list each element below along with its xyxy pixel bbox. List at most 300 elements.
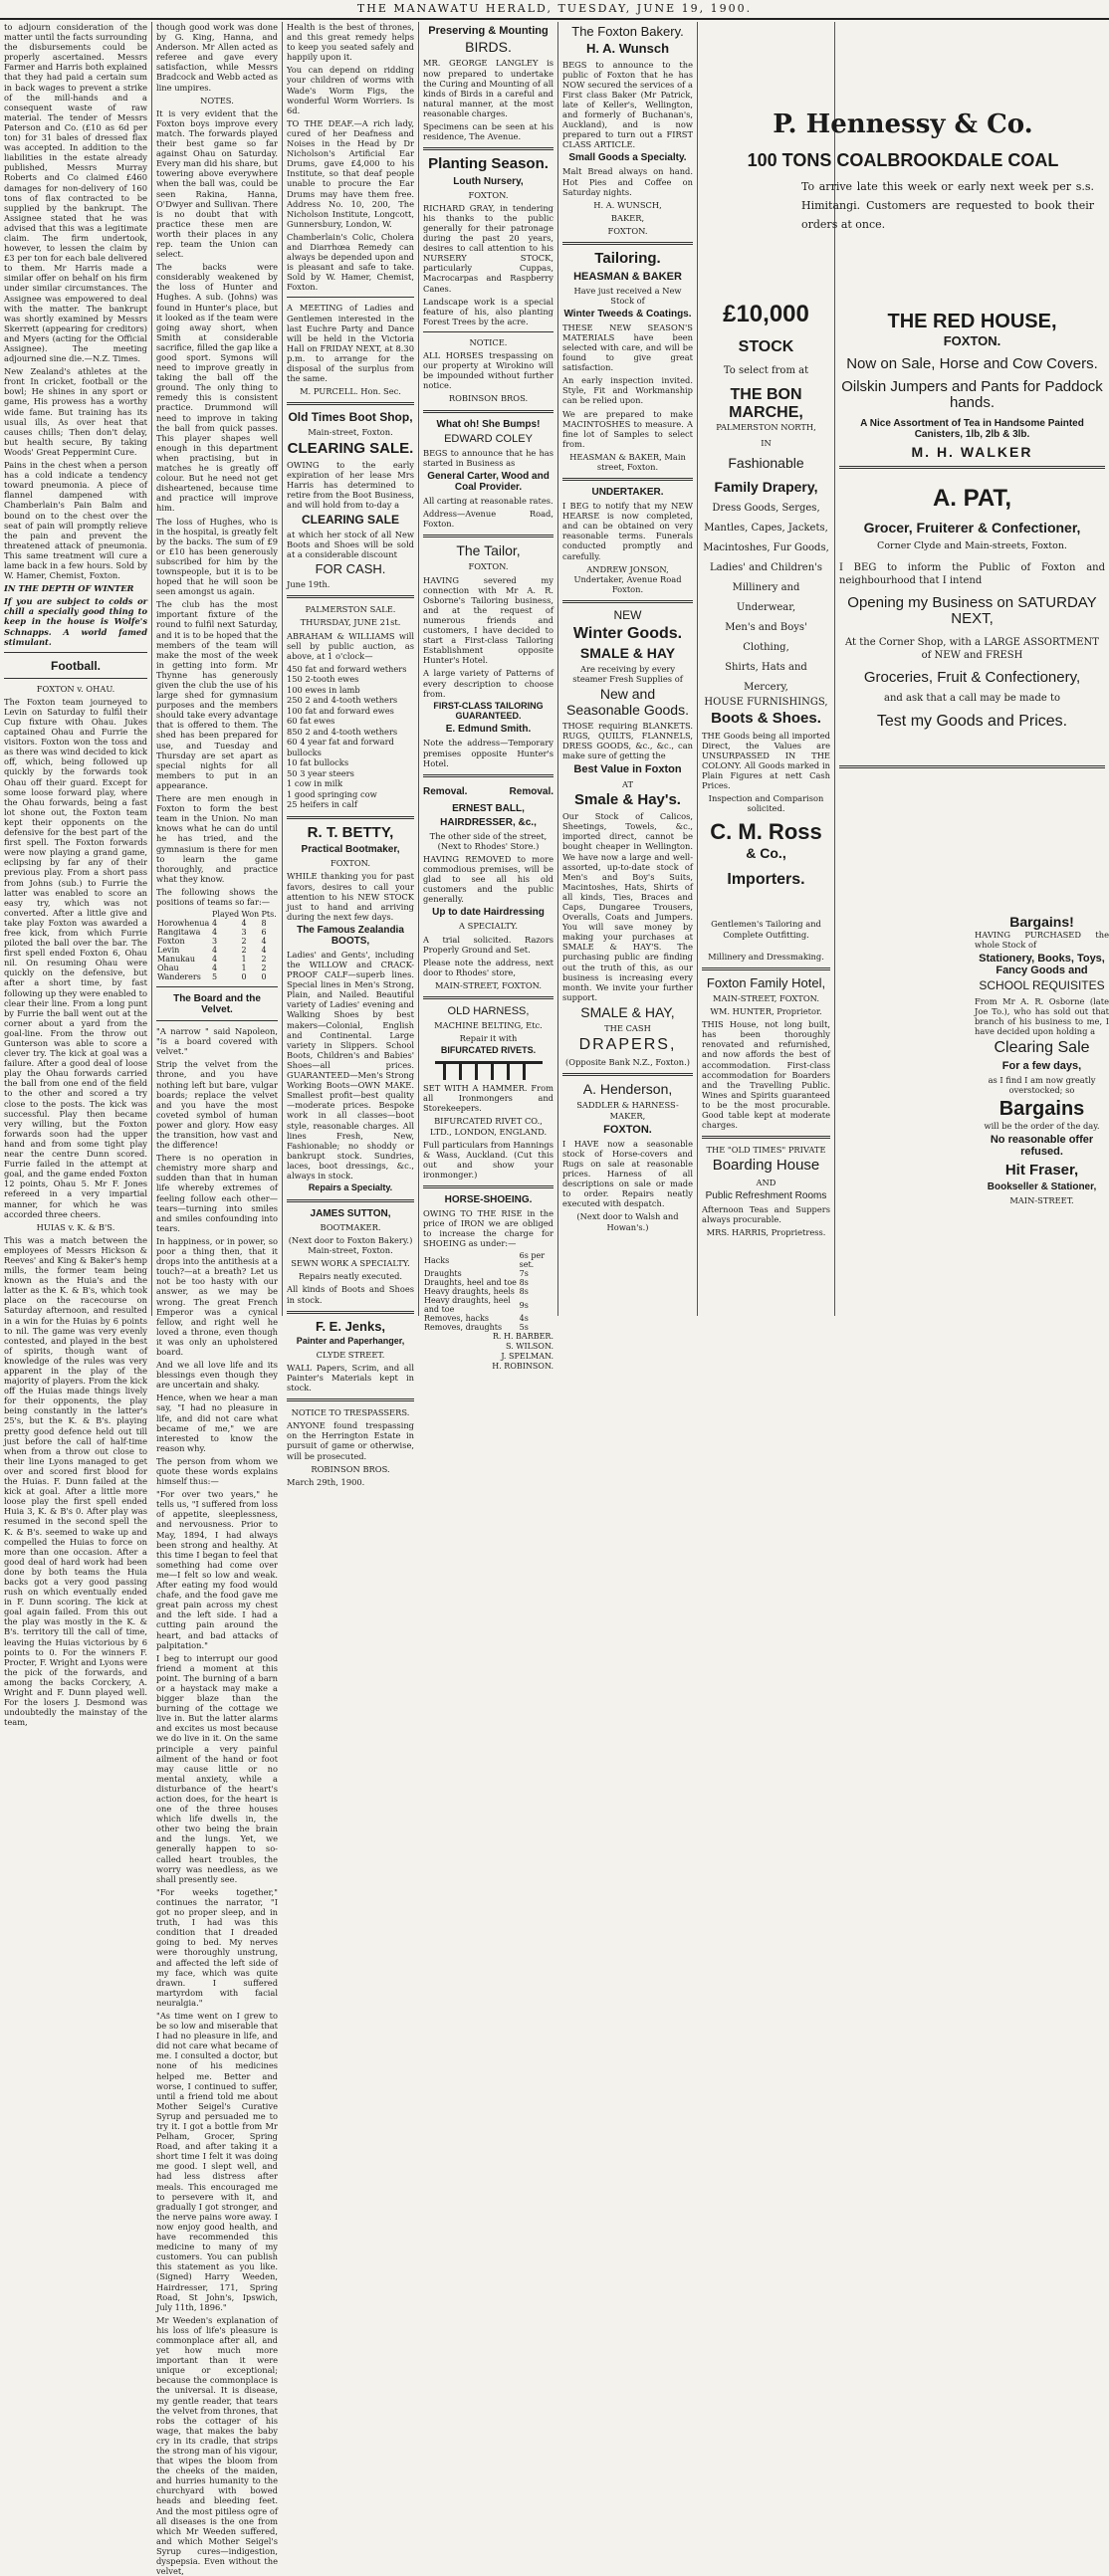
advert-address: MAIN-STREET, FOXTON. [712,992,820,1003]
divider [562,1073,693,1076]
advert-signature: ROBINSON BROS. [448,393,529,404]
advert-signature: WM. HUNTER, Proprietor. [710,1006,822,1017]
advert-title: Removal. [509,785,554,797]
advert-title: NEW [613,607,642,622]
column-2 [152,22,282,2576]
advert-title: CLEARING SALE [301,512,399,527]
table-row [156,919,278,928]
table-cell: Wanderers [157,972,201,982]
divider [423,996,554,999]
article-text: though good work was done by G. King, Hanna, and Anderson. Mr Allen acted as referee and gave every satisfaction, while Messrs Bradcock and Webb acted as line umpires. [156,22,278,93]
divider [423,1185,554,1188]
article-text: It is very evident that the Foxton boys improve every match. The forwards played their best game so far against Ohau on Saturday. Every man did his share, but towering above everywhere when the ball was, could be seen Rakina, Hanna, O'Dwyer and Sullivan. There is no doubt that with practice these men are worth their places in any rep. team the Union can select. [156,107,278,260]
divider [287,1398,414,1401]
advert-subtitle: THE CASH [604,1023,651,1034]
table-cell: Rangitawa [157,928,201,938]
advert-text: You can depend on ridding your children of worms with Wade's Worm Figs, the wonderful Worm Worriers. Is 6d. [287,65,414,115]
list-item: 1 cow in milk [287,778,343,789]
advert-title: Test my Goods and Prices. [876,712,1068,730]
advert-title: H. A. Wunsch [585,41,670,57]
table-cell: Horowhenua [157,919,210,929]
divider [562,242,693,245]
table-row [423,1323,554,1332]
divider [702,967,830,970]
advert-title: Boots & Shoes. [711,710,821,728]
advert-address: Address—Avenue Road, Foxton. [423,508,554,529]
table-cell: Draughts, heel and toe [424,1278,517,1288]
advert-title: HORSE-SHOEING. [444,1193,533,1205]
advert-title: P. Hennessy & Co. [773,109,1033,139]
advert-text: THOSE requiring BLANKETS. RUGS, QUILTS, FLANNELS, DRESS GOODS, &c., &c., can make sure of getting the [562,721,693,761]
advert-title: BIFURCATED RIVETS. [440,1045,537,1056]
advert-text: Malt Bread always on hand. Hot Pies and Coffee on Saturday nights. [562,166,693,197]
advert-title: Bargains! [1009,914,1074,930]
advert-title: F. E. Jenks, [315,1318,386,1334]
list-item: 10 fat bullocks [287,757,349,768]
advert-text: Note the address—Temporary premises opposite Hunter's Hotel. [423,738,554,768]
table-cell: Manukau [157,955,196,965]
advert-title: THE BON MARCHE, [729,386,803,422]
article-text: I beg to interrupt our good friend a moment at this point. The burning of a barn or a haystack may make a bigger blaze than the burning of the cottage we live in. But the latter alarms and excites us most because we do live in it. On the same principle a very painful ailment of the hand or foot may cause little or no mental anxiety, while a disturbance of the heart's action does, for the heart is one of the three houses which life dwells in, the other two being the brain and the lungs. Yet, we generally happen to so-called heart troubles, the worry was needless, as we shall presently see. [156,1652,278,1884]
list-item: 450 fat and forward wethers [287,663,407,674]
advert-address: FOXTON. [330,858,371,869]
divider [4,652,147,653]
table-cell: 6s per set. [519,1251,546,1270]
advert-text: To arrive late this week or early next week per s.s. Himitangi. Customers are requested to book their orders at once. [801,180,1094,232]
advert-title: CLEARING SALE. [287,439,414,457]
advert-address: (Opposite Bank N.Z., Foxton.) [565,1057,690,1067]
article-text: There are men enough in Foxton to form the best team in the Union. No man knows what he can do until he has tried, and the gymnasium is there for men to learn the game thoroughly, and practice what they know. [156,793,278,884]
table-cell: 4 [212,964,218,973]
table-cell: Levin [157,946,180,956]
table-header: Won [241,910,260,920]
table-row [423,1287,554,1296]
advert-subtitle: SADDLER & HARNESS-MAKER, [576,1100,679,1121]
table-row [423,1314,554,1323]
article-text: And we all love life and its blessings even though they are uncertain and shaky. [156,1360,278,1391]
signature: R. H. BARBER. [492,1332,554,1342]
advert-address: (Next door to Walsh and Howan's.) [576,1211,679,1232]
advert-title: Opening my Business on SATURDAY NEXT, [847,593,1097,628]
table-cell: Ohau [157,964,179,973]
advert-title: Importers. [727,871,805,889]
article-text: Hence, when we hear a man say, "I had no pleasure in life, and did not care what became of me," we are interested to know the reason why. [156,1393,278,1453]
masthead: THE MANAWATU HERALD, TUESDAY, JUNE 19, 1900. [0,0,1109,20]
advert-title: SMALE & HAY, [580,1003,675,1020]
table-header: Pts. [261,910,277,920]
advert-title: C. M. Ross [710,819,822,845]
advert-subtitle: THE "OLD TIMES" PRIVATE [706,1145,826,1156]
list-item: 100 ewes in lamb [287,684,360,695]
advert-address: The other side of the street, (Next to Rhodes' Store.) [429,830,548,851]
table-cell: 4 [241,919,247,929]
advert-text: HOUSE FURNISHINGS, [704,697,828,709]
divider [156,1020,278,1021]
signatures [423,1332,554,1372]
advert-subtitle: MACHINE BELTING, Etc. [434,1020,543,1031]
advert-title: R. T. BETTY, [307,823,394,841]
advert-text: I BEG to notify that my NEW HEARSE is now completed, and can be obtained on very reasonable terms. Funerals conducted promptly and carefully. [562,501,693,561]
advert-text: Pains in the chest when a person has a cold indicate a tendency toward pneumonia. A piece of flannel dampened with Chamberlain's Pain Balm and bound on to the chest over the seat of pain will promptly relieve the pain and prevent the threatened attack of pneumonia. This same treatment will cure a lame back in a few hours. Sold by W. Hamer, Chemist, Foxton. [4,460,147,581]
advert-title: NOTICE. [469,336,508,347]
advert-text: I BEG to inform the Public of Foxton and neighbourhood that I intend [839,561,1105,586]
advert-text: Repairs neatly executed. [298,1271,403,1282]
advert-signature: Hit Fraser, [1004,1162,1079,1180]
advert-title: EDWARD COLEY [444,432,533,445]
advert-text: HAVING PURCHASED the whole Stock of [975,930,1109,951]
advert-title: No reasonable offer refused. [990,1133,1094,1158]
advert-text: RICHARD GRAY, in tendering his thanks to the public generally for their patronage during the past 20 years, desires to call attention to his NURSERY STOCK, particularly Cuppas, Macrocarpas and Raspberry Canes. [423,202,554,294]
advert-text: THIS House, not long built, has been thoroughly renovated and refurnished, and now affords the best of accommodation. First-class accommodation for Boarders and the Travelling Public. Wines and Spirits guaranteed to be the most procurable. Good table kept at moderate charges. [702,1019,830,1131]
advert-subtitle: Louth Nursery, [453,175,524,187]
divider [287,402,414,405]
table-cell: Heavy draughts, heel and toe [424,1296,511,1315]
advert-text: Afternoon Teas and Suppers always procurable. [702,1203,830,1224]
advert-verse: New Zealand's athletes at the front In cricket, football or the bowl; He shines in any sport or game, His prowess has a worthy wide fame. But training has its usual ills, As over heat that causes chills; Then don't delay, but health secure, By taking Woods' Great Peppermint Cure. [4,366,147,457]
advert-text: At the Corner Shop, with a LARGE ASSORTMENT of NEW and FRESH [845,636,1099,661]
advert-title: Boarding House [712,1157,820,1175]
list-item: Dress Goods, Serges, [712,503,820,515]
divider [287,297,414,298]
advert-text: OWING TO THE RISE in the price of IRON we are obliged to increase the charge for SHOEING as under:— [423,1207,554,1249]
list-item: 1 good springing cow [287,788,377,799]
advert-signature: BAKER, [610,212,645,223]
article-title: FOXTON v. OHAU. [36,683,115,694]
advert-address: MAIN-STREET, FOXTON. [434,979,543,990]
advert-title: Family Drapery, [714,478,818,495]
table-cell: 2 [261,955,267,965]
divider [423,774,554,777]
divider [423,410,554,413]
advert-address: FOXTON. [468,189,509,200]
advert-signature: ANDREW JONSON, Undertaker, Avenue Road Foxton. [573,563,682,594]
list-item: Macintoshes, Fur Goods, [703,542,829,554]
advert-title: Winter Goods. [572,625,683,643]
advert-title: HEASMAN & BAKER [573,270,682,283]
advert-title: For a few days, [1001,1059,1082,1072]
advert-title: THE RED HOUSE, [887,311,1057,332]
table-row [156,972,278,981]
advert-title: Foxton Family Hotel, [706,974,826,990]
advert-title: Bargains [998,1097,1085,1120]
advert-text: We are prepared to make MACINTOSHES to measure. A fine lot of Samples to select from. [562,408,693,449]
list-item: Mantles, Capes, Jackets, [704,523,828,535]
table-cell: Foxton [157,937,185,947]
advert-title: What oh! She Bumps! [436,418,541,430]
article-text: "For weeks together," continues the narrator, "I got no proper sleep, and in truth, I had was this condition that I dreaded going to bed. My nerves were thoroughly unstrung, and affected the left side of my face, which was quite drawn. I suffered martyrdom with facial neuralgia." [156,1886,278,2008]
article-text: The club has the most important fixture of the round to fulfil next Saturday, and it is to be hoped that the members of the team will make the most of the week in getting into form. Mr Thynne has generously given the club the use of his large shed for gymnasium purposes and the members should take every advantage that is offered to them. The shed has been prepared for use, and Tuesday and Thursday are set apart as special nights for all members to put in an appearance. [156,599,278,790]
advert-title: New and Seasonable Goods. [566,686,689,718]
advert-subtitle: Bookseller & Stationer, [987,1181,1097,1193]
divider [287,595,414,598]
advert-text: WALL Papers, Scrim, and all Painter's Materials kept in stock. [287,1362,414,1394]
table-row [423,1251,554,1269]
advert-title: Public Refreshment Rooms [705,1189,827,1201]
advert-heading: IN THE DEPTH OF WINTER [4,583,134,594]
article-text: This was a match between the employees of Messrs Hickson & Reeves' and King & Baker's hemp mills, the former team being known as the Huia's and the latter as the K. & B's, which took place on the racecourse on Saturday afternoon, and resulted in a win for the Huias by 6 points to nil. The game was very evenly contested, and played in the best of spirits, though want of knowledge of the rules was very apparent in the play of the majority of players. From the kick off the Huias made things lively for their opponents, the play being constantly in the latter's 25's, but the K. & B's. playing pretty good defence held out till just before the call of half-time when from a throw out close to their line Lyons managed to get over and scored first blood for the Huias. F. Dunn failed at the kick at goal. After a little more loose play the first spell ended Huia 3, K. & B's 0. After play was resumed in the second spell the K. & B's. seemed to wake up and compelled the Huias to force on more than one occasion. After a good deal of hard work had been done by both teams the Huia backs got a very good passing rush on which eventually ended in F. Dunn scoring. The kick at goal again failed. From this out the play was mostly in the K. & B's. territory till the call of time, leaving the Huias victorious by 6 points to 0. For the winners F. Procter, F. Wright and Lyons were the pick of the forwards, and among the backs Corckery, A. Wright and F. Dunn played well. For the losers J. Desmond was undoubtedly the mainstay of the team, [4,1234,147,1728]
goods-list [702,499,830,698]
table-row [156,964,278,972]
column-6 [698,299,834,1316]
table-cell: 4 [212,919,218,929]
hennessy-advert [698,22,1108,321]
divider [562,478,693,481]
advert-text: BEGS to announce to the public of Foxton that he has NOW secured the services of a First class Baker (Mr Patrick, late of Keller's, Wellington, and formerly of Buchanan's, Auckland), and is now prepared to turn out a FIRST CLASS ARTICLE. [562,59,693,150]
advert-title: & Co., [746,845,786,862]
table-cell: 6 [261,928,267,938]
advert-text: Our Stock of Calicos, Sheetings, Towels, &c., imported direct, cannot be bought cheaper in Wellington. We have now a large and well-assorted, up-to-date stock of Men's and Boy's Suits, Macintoshes, Hats, Shirts of all kinds, Ties, Braces and Caps, Dungaree Trousers, Overalls, Coats and Jumpers. You will save money by making your purchases at SMALE & HAY'S. The purchasing public are finding out the truth of this, as our business is increasing every month. We invite your further support. [562,811,693,1002]
table-cell: 4 [261,937,267,947]
advert-title: UNDERTAKER. [591,487,664,499]
advert-title: Smale & Hay's. [574,790,681,808]
rivet-illustration-icon [429,1059,549,1081]
column-1 [0,22,151,1728]
advert-title: General Carter, Wood and Coal Provider. [427,470,550,493]
advert-subtitle: Grocer, Fruiterer & Confectioner, [863,519,1081,536]
column-3 [283,22,418,1487]
advert-title: £10,000 [723,301,809,327]
advert-address: FOXTON. [943,333,1001,348]
advert-title: Up to date Hairdressing [432,907,545,919]
advert-subtitle: BOOTMAKER. [320,1221,381,1232]
table-cell: Draughts [424,1269,462,1279]
advert-text: Gentlemen's Tailoring and Complete Outfitting. [711,919,821,940]
list-item: 60 4 year fat and forward bullocks [287,737,394,757]
article-text: The loss of Hughes, who is in the hospital, is greatly felt by the backs. The sum of £9 or £10 has been generously subscribed for him by the townspeople, but it is to be hoped that he will soon be seen amongst us again. [156,516,278,597]
advert-text: ANYONE found trespassing on the Herrington Estate in pursuit of game or otherwise, will be prosecuted. [287,1420,414,1461]
table-cell: 1 [241,964,247,973]
advert-text: All kinds of Boots and Shoes in stock. [287,1284,414,1305]
advert-text: To select from at [723,365,809,376]
advert-text: All carting at reasonable rates. [423,495,554,506]
advert-address: Corner Clyde and Main-streets, Foxton. [877,539,1067,551]
table-cell: 0 [261,972,267,982]
column-4 [419,22,557,1372]
advert-date: THURSDAY, JUNE 21st. [300,617,401,628]
advert-title: PALMERSTON SALE. [305,604,396,615]
divider [423,331,554,332]
advert-text: ABRAHAM & WILLIAMS will sell by public auction, as above, at 1 o'clock— [287,630,414,661]
list-item: 850 2 and 4-tooth wethers [287,726,398,737]
table-cell: 7s [519,1269,529,1279]
advert-signature: ROBINSON BROS. [311,1463,390,1474]
article-title: HUIAS v. K. & B'S. [36,1221,115,1232]
section-heading: The Board and the Velvet. [173,993,261,1016]
divider [423,535,554,537]
advert-text: AT [621,778,634,789]
advert-title: Tailoring. [594,250,661,267]
advert-text: Inspection and Comparison solicited. [708,793,824,814]
table-row [423,1269,554,1278]
signature: J. SPELMAN. [501,1352,554,1362]
advert-signature: M. H. WALKER [911,443,1033,460]
column-7 [835,299,1109,1316]
advert-title: OLD HARNESS, [447,1004,530,1017]
table-cell: Removes, hacks [424,1314,489,1324]
table-cell: 9s [519,1300,529,1310]
advert-title: Winter Tweeds & Coatings. [563,308,692,320]
advert-text: From Mr A. R. Osborne (late Joe To.), who has sold out that branch of his business to me, I have decided upon holding a [975,995,1109,1036]
advert-address: FOXTON. [468,561,509,572]
divider [287,816,414,819]
advert-subtitle: Painter and Paperhanger, [296,1335,405,1346]
advert-title: Preserving & Mounting [428,25,549,37]
advert-text: SEWN WORK A SPECIALTY. [291,1258,410,1269]
section-heading: NOTES. [200,95,234,106]
table-row [156,937,278,946]
advert-title: Planting Season. [428,155,549,173]
advert-title: Clearing Sale [994,1038,1090,1056]
section-heading: Football. [51,658,101,673]
table-row [156,946,278,955]
advert-title: FOR CASH. [315,561,386,576]
divider [156,986,278,987]
advert-text: Please note the address, next door to Rhodes' store, [423,957,554,977]
advert-title: Oilskin Jumpers and Pants for Paddock hands. [841,377,1103,411]
advert-text: BEGS to announce that he has started in Business as [423,447,554,468]
price-table [423,1251,554,1332]
article-text: "For over two years," he tells us, "I suffered from loss of appetite, sleeplessness, and nervousness. Prior to May, 1894, I had always been strong and healthy. At this time I began to feel that something had come over me—I felt so low and weak. After eating my food would chafe, and the food gave me great pain across my chest and the left side. I had a cutting pain around the heart, and bad attacks of palpitation." [156,1489,278,1650]
list-item: 100 fat and forward ewes [287,705,394,716]
list-item: 50 3 year steers [287,767,354,778]
divider [562,600,693,603]
advert-title: The Famous Zealandia BOOTS, [297,924,404,947]
advert-date: March 29th, 1900. [287,1476,365,1487]
table-header [156,910,211,919]
article-text: The person from whom we quote these words explains himself thus:— [156,1455,278,1487]
advert-text: Full particulars from Hannings & Wass, Auckland. (Cut this out and show your ironmonger.) [423,1139,554,1180]
advert-title: Old Times Boot Shop, [288,410,413,425]
divider [839,765,1105,768]
advert-text: THESE NEW SEASON'S MATERIALS have been selected with care, and will be found to give great satisfaction. [562,322,693,373]
article-text: to adjourn consideration of the matter until the facts surrounding the disbursements could be properly ascertained. Messrs Farmer and Harris both explained that they had paid a certain sum in back wages to prevent a strike of the mill-hands and a consequent waste of raw material. The tender of Messrs Paterson and Co. (£10 as 6d per ton) for 31 bales of dressed flax was accepted. In addition to the liabilities in the estate already published, Messrs Murray Roberts and Co claimed £460 damages for non-delivery of 160 tons of flax contracted to be supplied by the bankrupt. The Assignee stated that he was advised that this was a legitimate claim. The firm undertook, however, to lessen the claim by £3 per ton for each bale delivered to them. Mr Harris made a similar offer on behalf on his firm under similar circumstances. The Assignee was empowered to deal with the matter. The bankrupt was shortly examined by Messrs Skerrett (appearing for creditors) and Myers (acting for the Official Assignee). The meeting adjourned sine die.—N.Z. Times. [4,22,147,364]
table-cell: 8s [519,1287,529,1297]
advert-title: SCHOOL REQUISITES [979,978,1105,993]
article-text: The backs were considerably weakened by the loss of Hunter and Hughes. A sub. (Johns) was found in Hunter's place, but it looked as if the team were going away short, when Smith at considerable sacrifice, filled the gap like a good sport. Symons will need to improve greatly in taking the ball off the ground. The only thing to remedy this is consistent practice. Drummond will need to improve in taking the ball from quick passes. This player shapes well enough in this department when practising, but in matches he is greatly off colour. But he need not get disheartened, because time and practice will improve him. [156,262,278,514]
advert-text: Chamberlain's Colic, Cholera and Diarrhœa Remedy can always be depended upon and is pleasant and safe to take. Sold by W. Hamer, Chemist, Foxton. [287,231,414,293]
table-cell: 4s [519,1314,529,1324]
advert-text: An early inspection invited. Style, Fit and Workmanship can be relied upon. [562,375,693,406]
advert-text: Repair it with [459,1033,518,1044]
advert-text: A trial solicited. Razors Properly Ground and Set. [423,934,554,955]
advert-text: I HAVE now a seasonable stock of Horse-covers and Rugs on sale at reasonable prices. Harness of all descriptions on sale or made to order. Repairs neatly executed with despatch. [562,1138,693,1209]
advert-title: 100 TONS COALBROOKDALE COAL [747,149,1059,170]
advert-text: HAVING severed my connection with Mr A. R. Osborne's Tailoring business, and at the request of numerous friends and customers, I have decided to start a First-class Tailoring Establishment opposite Hunter's Hotel. [423,574,554,666]
article-text: "As time went on I grew to be so low and miserable that I had no pleasure in life, and did not care what became of me. I consulted a doctor, but none of his medicines helped me. Better and worse, I continued to suffer, until a friend told me about Mother Seigel's Curative Syrup and persuaded me to try it. I got a bottle from Mr Pelham, Grocer, Spring Road, and after taking it a short time I felt it was doing me good. I slept well, and had less distress after meals. This encouraged me to persevere with it, and gradually I got stronger, and the nerve pains wore away. I now enjoy good health, and have recommended this medicine to many of my customers. You can publish this statement as you like. (Signed) Harry Weeden, Hairdresser, 171, Spring Road, St John's, Ipswich, July 11th, 1896." [156,2010,278,2312]
signature: S. WILSON. [505,1342,554,1352]
table-cell: 4 [212,955,218,965]
advert-subtitle: A SPECIALTY. [459,921,518,932]
advert-text: Landscape work is a special feature of his, also planting Forest Trees by the acre. [423,296,554,326]
advert-title: JAMES SUTTON, [310,1207,391,1219]
advert-text: Are receiving by every steamer Fresh Supplies of [572,664,683,685]
advert-address: FOXTON. [603,1123,652,1136]
advert-text: Millinery and Dressmaking. [708,951,824,962]
table-cell: 4 [212,928,218,938]
advert-title: BIRDS. [465,39,512,56]
advert-text: as I find I am now greatly overstocked; so [988,1074,1096,1095]
advert-title: Groceries, Fruit & Confectionery, [863,668,1081,686]
advert-signature: M. PURCELL. Hon. Sec. [300,386,401,397]
advert-text: WHILE thanking you for past favors, desires to call your attention to his NEW STOCK just to hand and arriving during the next few days. [287,871,414,922]
list-item: Ladies' and Children's Millinery and Underwear, [709,562,823,614]
bargains-block [835,914,1109,1208]
article-text: There is no operation in chemistry more sharp and sudden than that in human life whereby extremes of feeling follow each other—tears—turning into smiles and smiles confounding into tears. [156,1153,278,1233]
divider [287,1311,414,1314]
advert-text: MR. GEORGE LANGLEY is now prepared to undertake the Curing and Mounting of all kinds of Birds in a careful and natural manner, at the most reasonable charges. [423,58,554,118]
advert-header-row [423,783,554,800]
advert-title: Best Value in Foxton [573,763,682,776]
article-text: The Foxton team journeyed to Levin on Saturday to fulfil their Cup fixture with Ohau. Jukes captained Ohau and Furrie the visitors. Foxton won the toss and as there was wind decided to kick off, which, being followed up quickly by the forwards took Ohau off their guard. Except for some loose forward play, where the Ohau forwards, being a fast lot shone out, the Foxton team kept their opponents on the defensive for the best part of the first spell. The Foxton forwards were now playing a grand game, eclipsing by far any of their previous play. From a short pass from Johns (sub.) to Furrie the latter was enabled to score an easy try, which was not converted. After a little give and take play Foxton was awarded a free kick, from which Furrie piloted the ball over the bar. The first spell ended Foxton 6, Ohau nil. On resuming Ohau were quickly on the defensive, but after a short time, by fast following up they were enabled to clear their line. From a long punt by Furrie the ball went out at the corner about a yard from the goal-line. From the throw out Gunterson was able to score a clever try. The kick at goal was a failure. After a good deal of loose play the Ohau forwards carried the ball from one end of the field to the other and scored a try close to the posts. The kick was successful. Play then became very willing, but the Foxton forwards soon had the upper hand and from some tight play near the centre Dunn scored. Furrie failed in the attempt at goal, and the game ended Foxton 12 points, Ohau 5. Mr F. Jones refereed in a very impartial manner, for which he was accorded three cheers. [4,696,147,1219]
table-cell: Heavy draughts, heels [424,1287,515,1297]
table-cell: 0 [241,972,247,982]
advert-text: A MEETING of Ladies and Gentlemen interested in the last Euchre Party and Dance will be held in the Victoria Hall on FRIDAY NEXT, at 8.30 p.m. to arrange for the disposal of the surplus from the same. [287,303,414,384]
advert-text: BIFURCATED RIVET CO., LTD., LONDON, ENGLAND. [429,1116,548,1137]
article-text: In happiness, or in power, so poor a thing then, that it drops into the antithesis at a touch?—at a breath? Let us not be too hasty with our answer, as we may be wrong. The great French Emperor was a cynical fellow, and right well he loved a throne, even though it was only an upholstered board. [156,1235,278,1357]
advert-title: Now on Sale, Horse and Cow Covers. [846,355,1098,372]
divider [702,1136,830,1139]
advert-text: A Nice Assortment of Tea in Handsome Painted Canisters, 1lb, 2lb & 3lb. [860,417,1084,440]
advert-text: If you are subject to colds or chill a specially good thing to keep in the house is Wolfe's Schnapps. A world famed stimulant. [4,596,147,647]
table-cell: 3 [212,937,218,947]
advert-title: The Tailor, [456,542,521,559]
advert-title: A. Henderson, [582,1081,673,1098]
advert-text: will be the order of the day. [984,1120,1100,1131]
column-5 [558,22,697,1316]
table-cell: 1 [241,955,247,965]
advert-title: ERNEST BALL, [452,802,525,814]
divider [423,147,554,150]
list-item: Men's and Boys' Clothing, [725,622,807,654]
table-cell: Removes, draughts [424,1323,503,1333]
advert-title: SMALE & HAY [579,644,676,661]
advert-text: THE Goods being all imported Direct, the Values are UNSURPASSED IN THE COLONY. All Goods marked in Plain Figures at nett Cash Prices. [702,730,830,791]
standings-table [156,910,278,981]
advert-title: Fashionable [728,455,804,472]
advert-text: IN [761,438,772,449]
advert-title: FIRST-CLASS TAILORING GUARANTEED. [433,700,544,721]
list-item: 150 2-tooth ewes [287,674,359,685]
sale-list [287,664,414,810]
bargains-advert [975,914,1109,1205]
advert-title: DRAPERS, [578,1036,677,1054]
divider [287,1199,414,1202]
advert-subtitle: HAIRDRESSER, &c., [440,816,537,828]
table-cell: 2 [261,964,267,973]
advert-text: and ask that a call may be made to [884,693,1060,705]
table-row [423,1296,554,1314]
table-row [423,1278,554,1287]
divider [839,466,1105,469]
table-cell: 8s [519,1278,529,1288]
table-row [156,928,278,937]
advert-title: Repairs a Specialty. [308,1182,393,1193]
advert-text: HAVING REMOVED to more commodious premises, will be glad to see all his old customers and the public generally. [423,853,554,905]
advert-text: at which her stock of all New Boots and Shoes will be sold at a considerable discount [287,529,414,559]
advert-title: Small Goods a Specialty. [568,152,687,164]
advert-title: STOCK [738,338,794,355]
article-text: Mr Weeden's explanation of his loss of life's pleasure is commonplace after all, and yet how much more important than it were unique or exceptional; because the commonplace is the universal. It is disease, my gentle reader, that tears the velvet from thrones, that robs the cottager of his wage, that makes the baby cry in its cradle, that strips the strong man of his vigour, that wipes the bloom from the cheeks of the maiden, and hurries humanity to the churchyard with bowed heads and bleeding feet. And the most pitiless ogre of all diseases is the one from which Mr Weeden suffered, and which Mother Seigel's Syrup cures—indigestion, dyspepsia. Even without the velvet, [156,2314,278,2576]
table-cell: 5s [519,1323,529,1333]
table-cell: 4 [212,946,218,956]
article-text: Strip the velvet from the throne, and you have nothing left but bare, vulgar boards; replace the velvet and you have the most coveted symbol of human power and glory. How easy the transition, how vast and the difference! [156,1059,278,1151]
list-item: 25 heifers in calf [287,799,357,810]
advert-date: June 19th. [287,579,331,590]
advert-title: A. PAT, [932,484,1012,512]
table-cell: 2 [241,937,247,947]
advert-address: MAIN-STREET. [1009,1195,1074,1206]
table-cell: Hacks [424,1255,450,1265]
